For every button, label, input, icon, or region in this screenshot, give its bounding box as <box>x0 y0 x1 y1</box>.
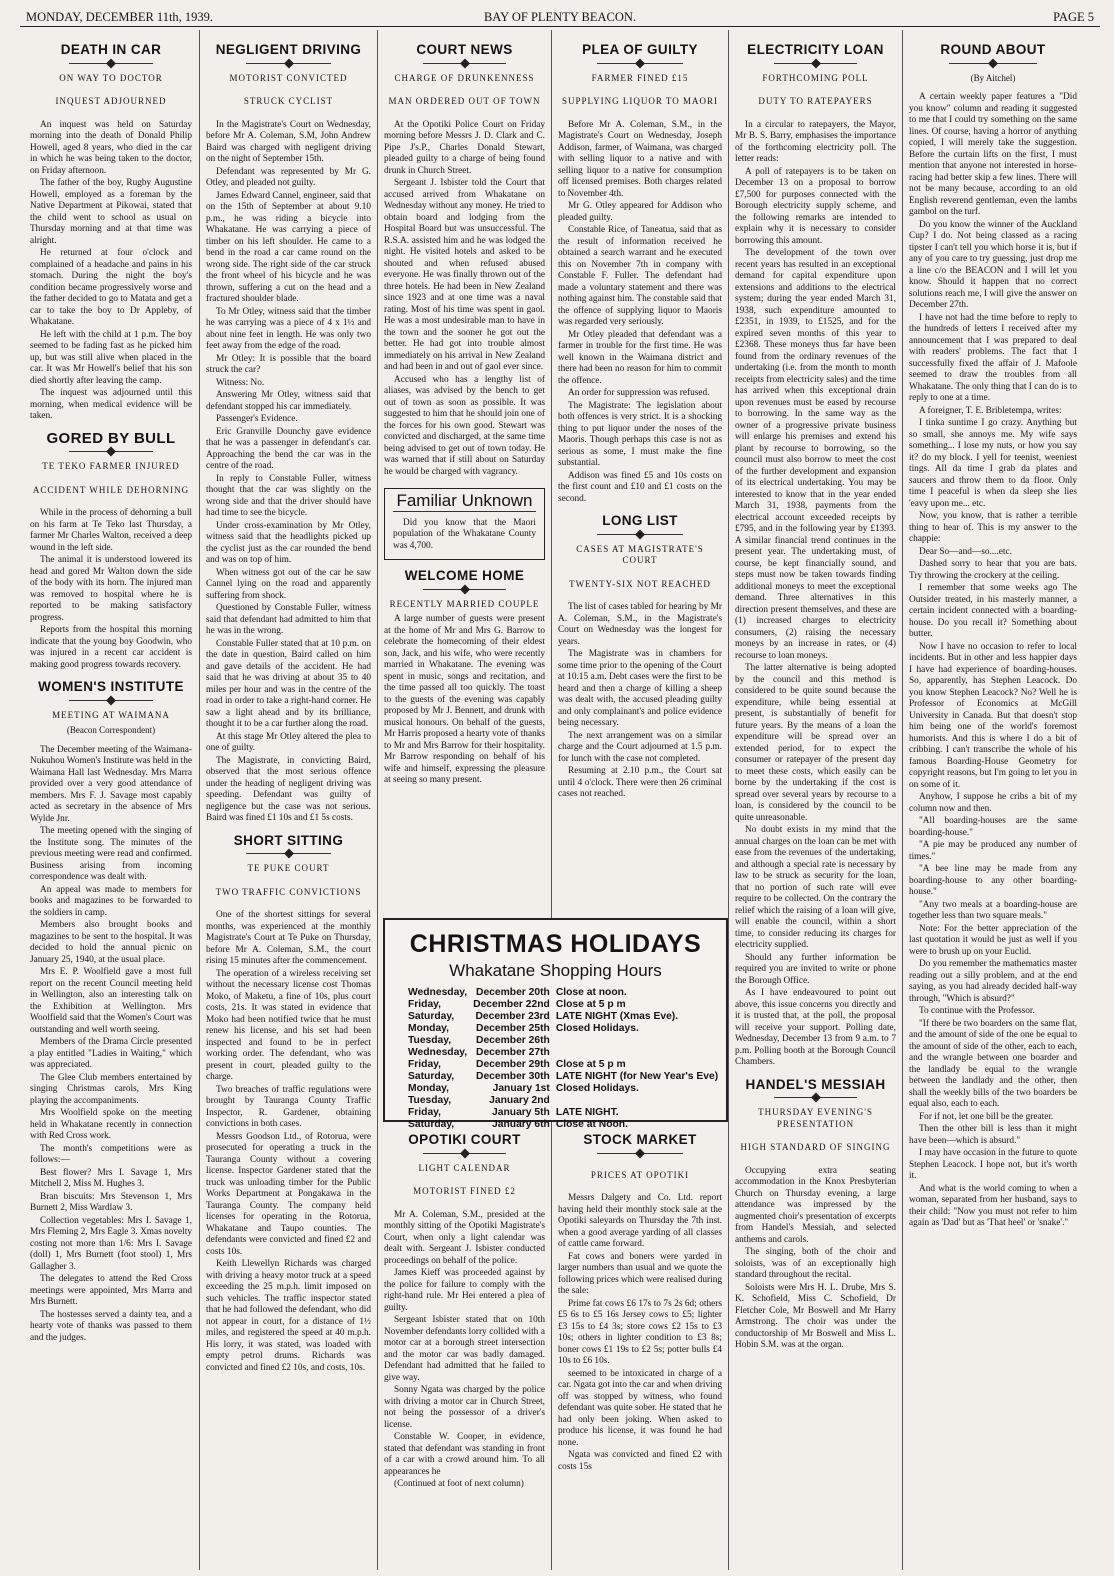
paragraph: To continue with the Professor. <box>919 1006 1035 1016</box>
article-death-in-car <box>30 44 192 423</box>
row-date: December 22nd <box>473 999 550 1010</box>
ornament-divider <box>949 59 1036 68</box>
headline: LONG LIST <box>602 513 678 528</box>
subheading: TE TEKO FARMER INJURED <box>42 461 180 471</box>
headline: OPOTIKI COURT <box>408 1132 521 1147</box>
paragraph: He left with the child at 1 p.m. The boy seemed to be fading fast as he picked him up, but was still alive when placed in the car. It was Mr Howell's belief that his son died shortly after leaving the camp. <box>30 329 192 386</box>
paragraph: Now I have no occasion to refer to local incidents. But in other and less happier days I have had experience of boarding-houses. So, apparently, has Stephen Leacock. Do you know Stephen Leacock? No? Well he is Professor of Economics at McGill University in Canada. But that doesn't stop him being one of the world's foremost humorists. And this is where I do a bit of cribbing. I can't transcribe the whole of his famous Boarding-House Geometry for copyright reasons, but I'm going to let you in on some of it. <box>909 641 1077 790</box>
paragraph: Best flower? Mrs I. Savage 1, Mrs Mitchell 2, Miss M. Hughes 3. <box>30 1167 192 1189</box>
paragraph: Collection vegetables: Mrs I. Savage 1, Mrs Fleming 2, Mrs Eagle 3. Xmas novelty costing not more than 1/6: Mrs I. Savage (doll) 1, Mrs Burnett (foot stool) 1, Mrs Gallagher 3. <box>30 1215 192 1272</box>
box-text: Did you know that the Maori population of the Whakatane County was 4,700. <box>393 517 536 551</box>
paragraph: Accused who has a lengthy list of aliases, was advised by the bench to get out of town as soon as possible. It was suggested to him that he should join one of the forces for his own good. Stewart was convicted and discharged, at the same time being advised to get out of town today. He was warned that if still about on Saturday he would be charged with vagrancy. <box>384 374 545 477</box>
paragraph: At the Opotiki Police Court on Friday morning before Messrs J. D. Clark and C. Pipe J's.P., Charles Donald Stewart, pleaded guilty to a charge of being found drunk in Church Street. <box>384 119 545 176</box>
paragraph: "All boarding-houses are the same boarding-house." <box>909 816 1077 838</box>
paragraph: Dear So—and—so....etc. <box>919 546 1012 557</box>
article-body <box>384 1210 545 1491</box>
row-note <box>553 1095 721 1107</box>
paragraph: "Any two meals at a boarding-house are together less than two square meals." <box>909 899 1077 921</box>
paragraph: A large number of guests were present at the home of Mr and Mrs G. Barrow to celebrate the homecoming of their eldest son, Jack, and his wife, who were recently married in Whakatane. The evening was spent in music, songs and recitation, and the time passed all too quickly. The toast to the guests of the evening was capably proposed by Mr J. Bennett, and drunk with musical honours. On behalf of the guests, Mr Harris proposed a hearty vote of thanks to Mr and Mrs Barrow for their hospitality. Mr Barrow responding on behalf of his wife and himself, expressing the pleasure at seeing so many present. <box>384 614 545 785</box>
paragraph: Bran biscuits: Mrs Stevenson 1, Mrs Burnett 2, Miss Wardlaw 3. <box>30 1191 192 1213</box>
paragraph: Witness: No. <box>216 377 265 388</box>
paragraph: Do you remember the mathematics master reading out a silly problem, and at the end saying, as you had already decided half-way through, "Which is absurd?" <box>909 959 1077 1004</box>
paragraph: Do you know the winner of the Auckland Cup? I do. Not being classed as a racing tipster I can't tell you which horse it is, but if any of you care to try guessing, just drop me a line c/o the BEACON and I will let you know. Should it happen that no correct solutions reach me, I will give the answer on December 27th. <box>909 219 1077 310</box>
article-long-list <box>558 515 722 801</box>
paragraph: Anyhow, I suppose he cribs a bit of my column now and then. <box>909 792 1077 814</box>
shopping-hours-row <box>405 987 721 999</box>
paragraph: The next arrangement was on a similar charge and the Court adjourned at 1.5 p.m. for lunch with the case not completed. <box>558 730 722 764</box>
paragraph: The singing, both of the choir and soloists, was of an exceptionally high standard throughout the recital. <box>735 1247 896 1280</box>
shopping-hours-row <box>405 1095 721 1107</box>
paragraph: Constable Fuller stated that at 10 p.m. on the date in question, Baird called on him and gave details of the accident. He had said that he was driving at about 35 to 40 miles per hour and was in the centre of the road in order to take a right-hand corner. He saw a light ahead and by its brilliance, thought it to be a car further along the road. <box>206 638 371 729</box>
column-5 <box>735 34 896 1569</box>
paragraph: Sergeant Isbister stated that on 10th November defendants lorry collided with a motor car at a borough street intersection and the motor car was badly damaged. Defendant had admitted that he failed to give way. <box>384 1315 545 1383</box>
column-rule <box>728 30 729 1570</box>
paragraph: Constable Rice, of Taneatua, said that as the result of information received he obtained a search warrant and he executed this on November 7th in company with Constable F. Fuller. The defendant had made a voluntary statement and there was nothing against him. The constable said that the offence of supplying liquor to Maoris was regarded very seriously. <box>558 225 722 327</box>
paragraph: Note: For the better appreciation of the last quotation it would be just as well if you were to brush up on your Euclid. <box>909 923 1077 957</box>
paragraph: In a circular to ratepayers, the Mayor, Mr B. S. Barry, emphasises the importance of the forthcoming electricity poll. The letter reads: <box>735 119 896 164</box>
paragraph: As I have endeavoured to point out above, this issue concerns you directly and it is trusted that, at the poll, the proposal will receive your support. Polling date, Wednesday, December 13 from 9 a.m. to 7 p.m. Polling booth at the Borough Council Chambers. <box>735 988 896 1067</box>
paragraph: "If there be two boarders on the same flat, and the amount of side of the one be equal to the amount of side of the other, each to each, and the wrangle between one boarder and the landlady be equal to the wrangle between the landlady and the other, then shall the weekly bills of the two boarders be equal also, each to each. <box>909 1018 1077 1109</box>
column-6 <box>909 34 1077 1569</box>
subheading: ON WAY TO DOCTOR <box>59 72 163 83</box>
article-short-sitting <box>206 832 371 1375</box>
subheading: FARMER FINED £15 <box>591 72 689 83</box>
article-body <box>558 120 722 506</box>
byline: (Beacon Correspondent) <box>66 725 156 735</box>
paragraph: In the Magistrate's Court on Wednesday, before Mr A. Coleman, S.M, John Andrew Baird was charged with negligent driving on the night of September 15th. <box>206 119 371 164</box>
row-day: Friday, <box>408 1107 441 1118</box>
paragraph: To Mr Otley, witness said that the timber he was carrying was a piece of 4 x 1½ and about nine feet in length. He was only two feet away from the edge of the road. <box>206 306 371 351</box>
article-body <box>909 92 1077 1230</box>
paragraph: An appeal was made to members for books and magazines to be forwarded to the soldiers in camp. <box>30 884 192 918</box>
article-body <box>384 614 545 787</box>
column-1 <box>30 34 192 1569</box>
paragraph: The latter alternative is being adopted by the council and this method is considered to be quite sound because the expenditure, while being essential at present, is substantially of benefit for future years. By the means of a loan the expenditure will be spread over an extended period, for to expect the consumer or ratepayer of the present day to meet these costs, which easily can be borne by the undertaking if the cost is spread over several years by recourse to a loan, is considered by the council to be quite unreasonable. <box>735 663 896 823</box>
subheading: HIGH STANDARD OF SINGING <box>740 1142 891 1152</box>
paragraph: Then the other bill is less than it might have been—which is absurd." <box>909 1124 1077 1146</box>
paragraph: And what is the world coming to when a woman, separated from her husband, says to their child: "Now you must not refer to him again as 'Dad' but as 'That heel' or 'snake'." <box>909 1183 1077 1228</box>
paragraph: Constable W. Cooper, in evidence, stated that defendant was standing in front of a car with a crowd around him. To all appearances he <box>384 1432 545 1477</box>
row-date: December 29th <box>476 1059 550 1070</box>
subheading: MOTORIST CONVICTED <box>229 72 348 83</box>
paragraph: The month's competitions were as follows:— <box>30 1143 192 1165</box>
headline: WOMEN'S INSTITUTE <box>38 679 184 694</box>
paragraph: The meeting opened with the singing of the Institute song. The minutes of the previous meeting were read and confirmed. Business arising from incoming correspondence was dealt with. <box>30 826 192 882</box>
paragraph: James Edward Cannel, engineer, said that on the 15th of September at about 9.10 p.m., he was riding a bicycle into Whakatane. He was carrying a piece of timber on his left shoulder. He came to a bend in the road a car came round on the wrong side. The right side of the car struck the front wheel of his bicycle and he was thrown, suffering a cut on the head and a fractured shoulder blade. <box>206 190 371 304</box>
paragraph: Defendant was represented by Mr G. Otley, and pleaded not guilty. <box>206 166 371 188</box>
advert-title: CHRISTMAS HOLIDAYS <box>409 930 702 958</box>
row-note: Close at 5 p m <box>555 999 626 1010</box>
row-date: December 30th <box>476 1071 550 1082</box>
paragraph: The hostesses served a dainty tea, and a hearty vote of thanks was passed to them and the judges. <box>30 1309 192 1343</box>
ornament-divider <box>423 585 507 594</box>
paragraph: The Magistrate was in chambers for some time prior to the opening of the Court at 10.15 a.m. Debt cases were the first to be heard and then a charge of killing a sheep was dealt with, the accused pleading guilty and only complainant's and police evidence being necessary. <box>558 649 722 728</box>
paragraph: Mr G. Otley appeared for Addison who pleaded guilty. <box>558 201 722 223</box>
row-date: December 23rd <box>475 1011 550 1022</box>
subheading: MOTORIST FINED £2 <box>413 1186 516 1196</box>
row-day: Saturday, <box>408 1011 455 1022</box>
subheading: LIGHT CALENDAR <box>418 1162 511 1173</box>
ornament-divider <box>423 59 507 68</box>
paragraph: seemed to be intoxicated in charge of a car. Ngata got into the car and when driving off was stopped by witness, who found defendant was quite sober. He stated that he had only been joking. When asked to produce his license, it was found he had none. <box>558 1368 722 1448</box>
article-electricity-loan <box>735 44 896 1069</box>
column-rule <box>902 30 903 1570</box>
article-welcome-home <box>384 570 545 787</box>
paragraph: The December meeting of the Waimana-Nukuhou Women's Institute was held in the Waimana Hall last Wednesday. Mrs Marra provided over a very good attendance of members. Mrs F. J. Savage most capably acted as secretary in the absence of Mrs Wylde Jnr. <box>30 744 192 824</box>
ornament-divider <box>423 1149 507 1158</box>
subheading: TWENTY-SIX NOT REACHED <box>569 578 711 589</box>
paragraph: Ngata was convicted and fined £2 with costs 15s <box>558 1450 722 1472</box>
row-date: January 2nd <box>489 1095 550 1106</box>
column-rule <box>551 30 552 1570</box>
subheading: DUTY TO RATEPAYERS <box>758 96 873 106</box>
shopping-hours-row <box>405 1011 721 1023</box>
article-body <box>30 120 192 423</box>
article-body <box>206 910 371 1374</box>
paragraph: When witness got out of the car he saw Cannel lying on the road and apparently suffering from shock. <box>206 567 371 601</box>
article-plea-of-guilty <box>558 44 722 505</box>
row-day: Saturday, <box>408 1119 455 1130</box>
paragraph: Soloists were Mrs H. L. Drube, Mrs S. K. Schofield, Miss C. Schofield, Dr Fletcher Cole, Mr Boswell and Mr Harry Armstrong. The choir was under the conductorship of Mr Boswell and Miss L. Hobin S.M. was at the organ. <box>735 1282 896 1350</box>
headline: DEATH IN CAR <box>60 42 162 57</box>
article-handels-messiah <box>735 1076 896 1352</box>
article-stock-market <box>558 1134 722 1473</box>
paragraph: Answering Mr Otley, witness said that defendant stopped his car immediately. <box>206 390 371 412</box>
paragraph: A certain weekly paper features a "Did you know" column and reading it suggested to me that I could try something on the same lines. Of course, having a horror of anything copied, I will merely take the suggestion. Before the curtain lifts on the first, I must mention that anyone not interested in horse-racing had better skip a few lines. There will not be many because, according to an old English reverend gentleman, even the lambs gambol on the turf. <box>909 92 1077 217</box>
row-day: Friday, <box>408 999 441 1010</box>
headline: ELECTRICITY LOAN <box>747 42 884 57</box>
paragraph: Occupying extra seating accommodation in the Knox Presbyterian Church on Thursday evening, a large attendance was impressed by the augmented choir's presentation of excerpts from Handel's Messiah, and selected anthems and carols. <box>735 1165 896 1245</box>
paragraph: Questioned by Constable Fuller, witness said that defendant had admitted to him that he was in the wrong. <box>206 603 371 636</box>
paragraph: While in the process of dehorning a bull on his farm at Te Teko last Thursday, a farmer Mr Charles Walton, received a deep wound in the left side. <box>30 508 192 553</box>
article-body <box>206 120 371 825</box>
paragraph: The delegates to attend the Red Cross meetings were appointed, Mrs Marra and Mrs Burnett. <box>30 1274 192 1307</box>
paragraph: Dashed sorry to hear that you are bats. Try throwing the crockery at the ceiling. <box>909 559 1077 581</box>
column-3-lower <box>384 1124 545 1569</box>
article-body <box>384 120 545 479</box>
subheading: MEETING AT WAIMANA <box>52 709 170 720</box>
paragraph: In reply to Constable Fuller, witness thought that the car was slightly on the wrong side and that the driver should have had time to see the bicycle. <box>206 473 371 518</box>
row-date: January 6th <box>492 1119 550 1130</box>
article-round-about <box>909 44 1077 1230</box>
subheading: RECENTLY MARRIED COUPLE <box>389 598 540 609</box>
paragraph: Resuming at 2.10 p.m., the Court sat until 4 o'clock. There were then 26 criminal cases not reached. <box>558 766 722 799</box>
shopping-hours-row <box>405 1071 721 1083</box>
row-note <box>553 1035 721 1047</box>
paragraph: He returned at four o'clock and complained of a headache and pains in his stomach. During the night the boy's condition became progressively worse and the father decided to go to Matata and get a car to take the boy to Dr Appleby, of Whakatane. <box>30 248 192 327</box>
subheading: SUPPLYING LIQUOR TO MAORI <box>561 96 719 106</box>
paragraph: Members of the Drama Circle presented a play entitled "Ladies in Waiting," which was appreciated. <box>30 1037 192 1070</box>
column-4 <box>558 34 722 904</box>
paragraph: I have not had the time before to reply to the hundreds of letters I received after my announcement that I was prepared to deal with readers' problems. The fact that I successfully fixed the affair of J. Mafoole seemed to draw the troubles from all Whakatane. The only thing that I can do is to reply to one at a time. <box>909 312 1077 403</box>
row-note: Closed Holidays. <box>555 1083 639 1094</box>
ornament-divider <box>69 59 153 68</box>
row-note: Closed Holidays. <box>555 1023 639 1034</box>
ornament-divider <box>774 1093 858 1102</box>
issue-date: MONDAY, DECEMBER 11th, 1939. <box>26 10 214 24</box>
paragraph: The development of the town over recent years has resulted in an exceptional demand for capital expenditure upon extensions and additions to the electrical system; during the year ended March 31, 1938, such expenditure amounted to £2351, in 1939, to £1525, and for the expired seven months of this year to £2368. These moneys thus far have been found from the ordinary revenues of the undertaking (i.e. from the month to month receipts from electricity sales) and the time has arrived when this exceptional drain upon revenues must be eased by recourse to borrowing. In the same way as the owner of a progressive private business will enlarge his premises and extend his plant by recourse to borrowing, so the council must also borrow to meet the cost of the further development and expansion of its electrical undertaking. You may be interested to know that in the year ended March 31, 1938, payments from the electrical account exceeded receipts by £795, and in the following year by £1393. A similar financial trend continues in the present year. The undertaking must, of course, be kept financially sound, and steps must now be taken towards finding additional moneys to meet the exceptional demand. Three alternatives in this direction present themselves, and these are (1) increased charges to electricity consumers, (2) raising the necessary moneys by an increase in rates, or (4) recourse to loan moneys. <box>735 248 896 661</box>
ornament-divider <box>246 59 332 68</box>
shopping-hours-row <box>405 1047 721 1059</box>
row-date: January 1st <box>492 1083 550 1094</box>
byline: (By Aitchel) <box>970 72 1016 83</box>
subheading: TWO TRAFFIC CONVICTIONS <box>215 886 362 897</box>
paragraph: The Magistrate: The legislation about both offences is very strict. It is a shocking thing to put liquor under the noses of the Maoris. Though perhaps this case is not as serious as some, I must make the fine substantial. <box>558 400 722 468</box>
article-body <box>30 508 192 671</box>
paragraph: One of the shortest sittings for several months, was experienced at the monthly Magistrate's Court at Te Puke on Thursday, before Mr A. Coleman, S.M., the court rising 15 minutes after the commencement. <box>206 910 371 966</box>
shopping-hours-row <box>405 999 721 1011</box>
subheading: FORTHCOMING POLL <box>762 72 869 83</box>
shopping-hours-row <box>405 1059 721 1071</box>
subheading: STRUCK CYCLIST <box>243 96 334 106</box>
paragraph: Prime fat cows £6 17s to 7s 2s 6d; others £5 6s to £5 16s Jersey cows to £5; lighter £3 15s to £4 3s; store cows £2 15s to £3 10s; others in lighter condition to £3 8s; boner cows £1 19s to £2 5s; potter bulls £4 10s to £6 10s. <box>558 1298 722 1366</box>
headline: PLEA OF GUILTY <box>582 42 698 57</box>
paper-name: BAY OF PLENTY BEACON. <box>483 10 637 24</box>
paragraph: I tinka suntime I go crazy. Anything but so small, she annoys me. My wife says something... I lose my nuts, or how you say it? do my block. I yell for teenist, weeniest tings. All da time I grab da plates and saucers and throw them to da floor. Only time I peaceful is when da sleep she lies 'eavy upon me... etc. <box>909 418 1077 509</box>
paragraph: "A bee line may be made from any boarding-house to any other boarding-house." <box>909 864 1077 897</box>
paragraph: James Kieff was proceeded against by the police for failure to comply with the right-hand rule. Mr Hei entered a plea of guilty. <box>384 1268 545 1313</box>
paragraph: Reports from the hospital this morning indicate that the young boy Goodwin, who was injured in a recent car accident is making good progress towards recovery. <box>30 625 192 670</box>
row-date: December 27th <box>476 1047 550 1058</box>
headline: NEGLIGENT DRIVING <box>215 42 362 57</box>
row-date: December 26th <box>476 1035 550 1046</box>
paragraph: Keith Llewellyn Richards was charged with driving a heavy motor truck at a speed exceeding the 25 m.p.h. limit imposed on such vehicles. The traffic inspector stated that he had followed the defendant, who did not appear in court, for a distance of 1½ miles, and registered the speed at 40 m.p.h. His lorry, it was stated, was loaded with empty petrol drums. Richards was convicted and fined £2 10s, and costs, 10s. <box>206 1259 371 1373</box>
paragraph: I remember that some weeks ago The Outsider treated, in his masterly manner, a certain incident connected with a boarding-house. Do you recall it? Something about butter. <box>909 583 1077 639</box>
article-body <box>735 120 896 1069</box>
paragraph: Fat cows and boners were yarded in larger numbers than usual and we quote the following prices which were realised during the sale: <box>558 1251 722 1296</box>
paragraph: No doubt exists in my mind that the annual charges on the loan can be met with ease from the revenues of the undertaking, and although a special rate is necessary by law to be struck as security for the loan, that no portion of such rate will ever require to be collected. On the contrary the relief which the raising of a loan will give, will enable the council, within a short time, to consider reducing its charges for electricity supplied. <box>735 825 896 950</box>
article-gored-by-bull <box>30 429 192 672</box>
paragraph: Passenger's Evidence. <box>216 414 298 424</box>
ornament-divider <box>597 530 682 539</box>
article-opotiki-court <box>384 1134 545 1491</box>
paragraph: Messrs Dalgety and Co. Ltd. report having held their monthly stock sale at the Opotiki saleyards on Thursday the 7th inst. when a good average yarding of all classes of cattle came forward. <box>558 1193 722 1249</box>
shopping-hours-row <box>405 1107 721 1119</box>
paragraph: Before Mr A. Coleman, S.M., in the Magistrate's Court on Wednesday, Joseph Addison, farmer, of Waimana, was charged with selling liquor to a native and with selling liquor to a native for consumption off licensed premises. Both charges related to November 4th. <box>558 119 722 199</box>
shopping-hours-table <box>405 987 721 1131</box>
column-4-lower <box>558 1124 722 1569</box>
paragraph: At this stage Mr Otley altered the plea to one of guilty. <box>206 731 371 753</box>
article-body <box>735 1166 896 1352</box>
subheading: PRICES AT OPOTIKI <box>590 1169 690 1180</box>
paragraph: Sergeant J. Isbister told the Court that accused arrived from Whakatane on Wednesday without any money. He tried to obtain board and lodging from the Hospital Board but was unsuccessful. The R.S.A. assisted him and he was lodged the night. He visited hotels and asked to be shouted and when refused abused everyone. He was finally thrown out of the three hotels. He had been in New Zealand since 1923 and at one time was a naval rating. Most of his time was spent in gaol. He was a most undesirable man to have in the town and the sooner he got out the better. He had got into trouble almost immediately on his arrival in New Zealand and had been in and out of gaol ever since. <box>384 178 545 372</box>
paragraph: "A pie may be produced any number of times." <box>909 840 1077 862</box>
ornament-divider <box>246 849 332 858</box>
row-day: Wednesday, <box>408 1047 468 1058</box>
shopping-hours-row <box>405 1083 721 1095</box>
paragraph: An order for suppression was refused. <box>568 388 710 398</box>
paragraph: Members also brought books and magazines to be sent to the hospital. It was decided to hold the annual picnic on January 25, 1940, at the usual place. <box>30 920 192 965</box>
paragraph: Two breaches of traffic regulations were brought by Tauranga County Traffic Inspector, R. Gardener, obtaining convictions in both cases. <box>206 1084 371 1129</box>
row-note: LATE NIGHT (for New Year's Eve) <box>555 1071 719 1082</box>
christmas-holidays-advert <box>383 918 728 1130</box>
headline: ROUND ABOUT <box>940 42 1046 57</box>
paragraph: An inquest was held on Saturday morning into the death of Donald Philip Howell, aged 8 years, who died in the car in which he was being taken to the doctor, on Friday afternoon. <box>30 119 192 176</box>
paragraph: Eric Granville Dounchy gave evidence that he was a passenger in defendant's car. Approaching the bend the car was in the centre of the road. <box>206 426 371 471</box>
subheading: CHARGE OF DRUNKENNESS <box>394 72 535 83</box>
paragraph: The father of the boy, Rugby Augustine Howell, employed as a foreman by the Native Department at Pikowai, stated that the child went to school as usual on Thursday morning and at that time was alright. <box>30 178 192 246</box>
subheading: THURSDAY EVENING'S PRESENTATION <box>758 1107 873 1129</box>
paragraph: The operation of a wireless receiving set without the necessary license cost Thomas Moko, of Maketu, a fine of 10s, plus court costs, 21s. It was stated in evidence that Moko had been notified twice that he must renew his license, and his set had been inspected and found to be in perfect working order. The defendant, who was present in court, pleaded guilty to the charge. <box>206 968 371 1082</box>
article-body <box>30 745 192 1345</box>
paragraph: A poll of ratepayers is to be taken on December 13 on a proposal to borrow £7,500 for purposes connected with the Borough electricity supply scheme, and the following remarks are intended to explain why it is necessary to consider borrowing this amount. <box>735 166 896 246</box>
headline: STOCK MARKET <box>583 1132 697 1147</box>
subheading: TE PUKE COURT <box>247 863 330 873</box>
column-rule <box>199 30 200 1570</box>
paragraph: Mrs Woolfield spoke on the meeting held in Whakatane recently in connection with Red Cross work. <box>30 1108 192 1141</box>
paragraph: Mr A. Coleman, S.M., presided at the monthly sitting of the Opotiki Magistrate's Court, when only a light calendar was dealt with. Sergeant J. Isbister conducted proceedings on behalf of the police. <box>384 1209 545 1266</box>
subheading: ACCIDENT WHILE DEHORNING <box>32 484 190 495</box>
row-note: LATE NIGHT (Xmas Eve). <box>555 1011 679 1022</box>
paragraph: The inquest was adjourned until this morning, when medical evidence will be taken. <box>30 388 192 421</box>
advert-subtitle: Whakatane Shopping Hours <box>449 961 662 980</box>
headline: WELCOME HOME <box>404 568 525 583</box>
shopping-hours-row <box>405 1023 721 1035</box>
headline: HANDEL'S MESSIAH <box>745 1076 886 1092</box>
row-note: LATE NIGHT. <box>555 1107 619 1118</box>
paragraph: The animal it is understood lowered its head and gored Mr Walton down the side of the body with its horn. The injured man was removed to hospital where he is reported to be making satisfactory progress. <box>30 555 192 623</box>
article-womens-institute <box>30 681 192 1344</box>
paragraph: Under cross-examination by Mr Otley, witness said that the headlights picked up the cyclist just as the car rounded the bend and was on top of him. <box>206 520 371 565</box>
headline: SHORT SITTING <box>233 832 344 848</box>
paragraph: A foreigner, T. E. Bribletempa, writes: <box>919 405 1062 416</box>
row-note: Close at noon. <box>555 987 627 998</box>
column-2 <box>206 34 371 1569</box>
row-day: Monday, <box>408 1083 449 1094</box>
row-date: January 5th <box>492 1107 550 1118</box>
paragraph: For if not, let one bill be the greater. <box>919 1111 1054 1122</box>
row-day: Wednesday, <box>408 987 468 998</box>
article-court-news <box>384 44 545 478</box>
paragraph: (Continued at foot of next column) <box>394 1479 524 1489</box>
masthead <box>20 8 1100 27</box>
column-3 <box>384 34 545 904</box>
paragraph: Addison was fined £5 and 10s costs on the first count and £10 and £1 costs on the second. <box>558 470 722 504</box>
subheading: MAN ORDERED OUT OF TOWN <box>388 96 541 106</box>
article-body <box>558 602 722 801</box>
paragraph: Messrs Goodson Ltd., of Rotorua, were prosecuted for operating a truck in the Tauranga County without a covering license. Inspector Gardener stated that the truck was unloading timber for the Public Works Department at Pongakawa in the Tauranga County. The company held licenses for operating in the Rotorua, Whakatane and Taupo counties. The defendants were convicted and fined £2 and costs 10s. <box>206 1131 371 1257</box>
paragraph: The Magistrate, in convicting Baird, observed that the most serious offence under the heading of negligent driving was speeding. Defendant was guilty of negligence but the case was not serious. Baird was fined £1 10s and £1 5s costs. <box>206 755 371 823</box>
shopping-hours-row <box>405 1035 721 1047</box>
paragraph: Mr Otley: It is possible that the board struck the car? <box>206 353 371 375</box>
row-date: December 25th <box>476 1023 550 1034</box>
row-day: Monday, <box>408 1023 449 1034</box>
row-day: Tuesday, <box>408 1035 452 1046</box>
paragraph: Sonny Ngata was charged by the police with driving a motor car in Church Street, not being the possessor of a driver's license. <box>384 1385 545 1430</box>
headline: COURT NEWS <box>416 42 513 57</box>
row-note: Close at 5 p m <box>555 1059 626 1070</box>
row-day: Tuesday, <box>408 1095 452 1106</box>
paragraph: Now, you know, that is rather a terrible thing to hear of. This is my answer to the chappie: <box>909 511 1077 544</box>
ornament-divider <box>597 1149 682 1158</box>
paragraph: Mr Otley pleaded that defendant was a farmer in trouble for the first time. He was well known in the Waimana district and there had been no reason for him to commit the offence. <box>558 329 722 386</box>
subheading: CASES AT MAGISTRATE'S COURT <box>576 543 704 565</box>
page-number: PAGE 5 <box>1053 10 1094 24</box>
paragraph: The Glee Club members entertained by singing Christmas carols, Mrs King playing the accompaniments. <box>30 1072 192 1106</box>
row-note: Close at Noon. <box>555 1119 628 1130</box>
ornament-divider <box>597 59 682 68</box>
article-negligent-driving <box>206 44 371 825</box>
subheading: INQUEST ADJOURNED <box>55 96 167 106</box>
row-day: Friday, <box>408 1059 441 1070</box>
ornament-divider <box>774 59 858 68</box>
familiar-unknown-box <box>384 488 545 560</box>
article-body <box>558 1193 722 1473</box>
row-note <box>553 1047 721 1059</box>
row-day: Saturday, <box>408 1071 455 1082</box>
column-rule <box>377 30 378 1570</box>
paragraph: Mrs E. P. Woolfield gave a most full report on the recent Council meeting held in Wellington, also an interesting talk on the Exhibition at Wellington. Mrs Woolfield said that the Women's Court was outstanding and well worth seeing. <box>30 967 192 1035</box>
row-date: December 20th <box>476 987 550 998</box>
paragraph: The list of cases tabled for hearing by Mr A. Coleman, S.M., in the Magistrate's Court on Wednesday was the longest for years. <box>558 602 722 647</box>
headline: GORED BY BULL <box>46 429 176 447</box>
box-title: Familiar Unknown <box>393 495 536 512</box>
paragraph: Should any further information be required you are invited to write or phone the Borough Office. <box>735 952 896 986</box>
paragraph: I may have occasion in the future to quote Stephen Leacock. I hope not, but it's worth it. <box>909 1148 1077 1181</box>
ornament-divider <box>69 696 153 705</box>
ornament-divider <box>69 447 153 456</box>
